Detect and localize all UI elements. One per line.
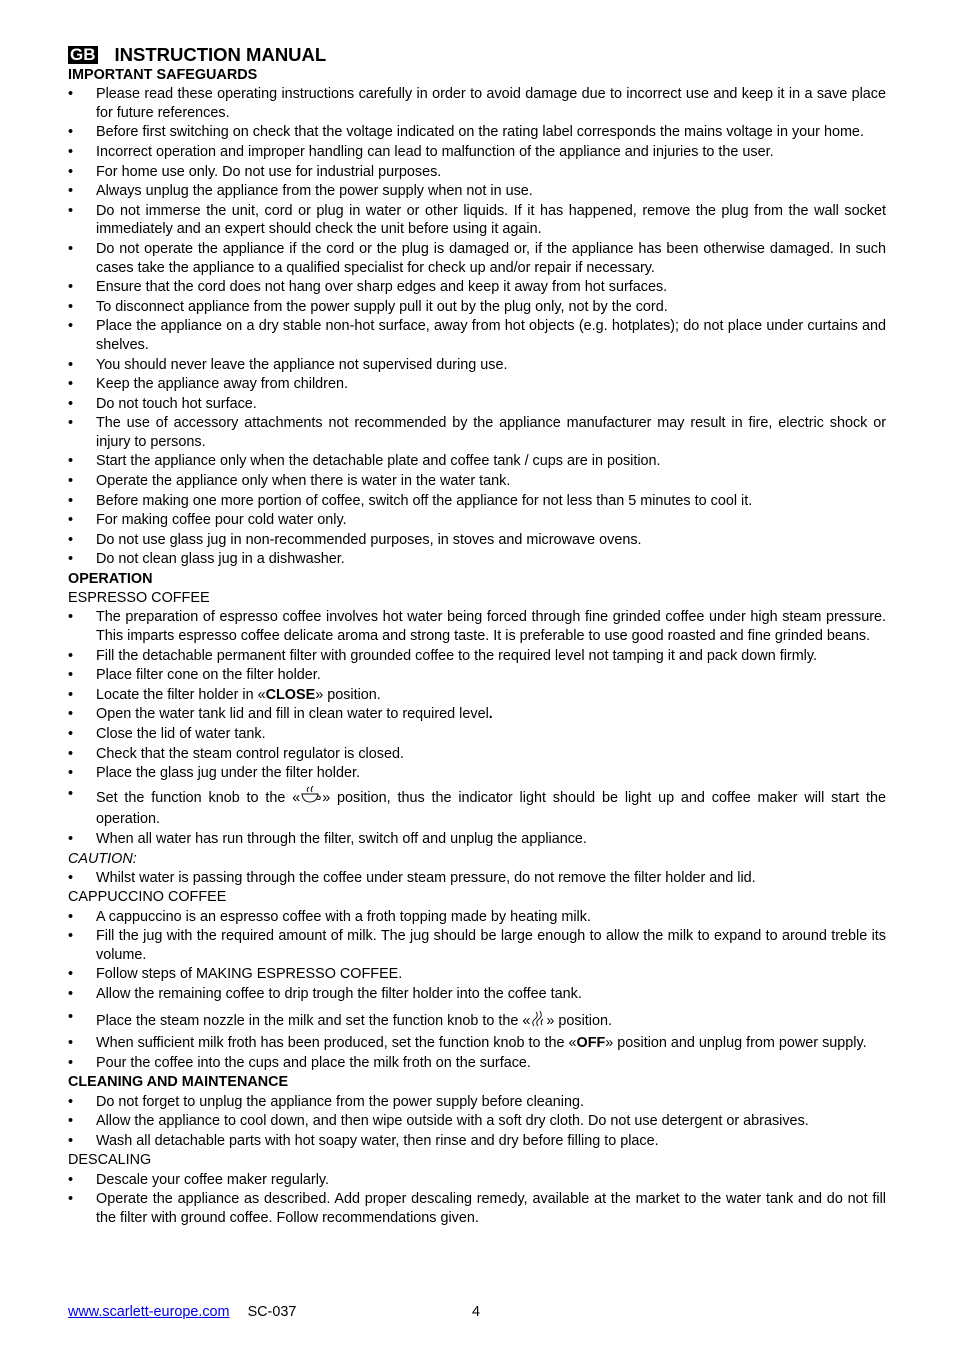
- list-item: • Place the appliance on a dry stable non-hot surface, away from hot objects (e.g. hotplates); do not place under curtains and shelves.: [68, 318, 886, 353]
- list-item: • Do not use glass jug in non-recommended purposes, in stoves and microwave ovens.: [68, 531, 642, 548]
- cup-icon: [300, 785, 322, 811]
- model-number: SC-037: [247, 1304, 297, 1320]
- language-badge: GB: [70, 45, 96, 64]
- list-item: • Fill the detachable permanent filter with grounded coffee to the required level not tamping it and pack down firmly.: [68, 647, 818, 664]
- caution-label: CAUTION:: [68, 850, 137, 867]
- list-item: • Operate the appliance as described. Add proper descaling remedy, available at the market to the water tank and do not fill the filter with ground coffee. Follow recommendations given.: [68, 1191, 886, 1226]
- safeguards-list: [68, 85, 886, 569]
- cappuccino-heading: CAPPUCCINO COFFEE: [68, 889, 227, 906]
- cappuccino-list: [68, 908, 886, 1073]
- descaling-heading: DESCALING: [68, 1152, 152, 1169]
- list-item: • For making coffee pour cold water only.: [68, 512, 347, 529]
- list-item: • To disconnect appliance from the power supply pull it out by the plug only, not by the cord.: [68, 298, 668, 315]
- list-item: • Allow the appliance to cool down, and then wipe outside with a soft dry cloth. Do not use detergent or abrasives.: [68, 1113, 809, 1130]
- list-item: • Place the glass jug under the filter holder.: [68, 765, 360, 782]
- page-footer: [68, 1304, 886, 1320]
- manual-page: [68, 44, 886, 1228]
- list-item: • Locate the filter holder in «CLOSE» position.: [68, 686, 381, 703]
- list-item: • When sufficient milk froth has been produced, set the function knob to the «OFF» position and unplug from power supply.: [68, 1035, 867, 1052]
- list-item: • Fill the jug with the required amount of milk. The jug should be large enough to allow the milk to expand to around treble its volume.: [68, 928, 886, 963]
- list-item: • Do not clean glass jug in a dishwasher.: [68, 551, 345, 568]
- operation-heading: OPERATION: [68, 571, 153, 588]
- list-item: • Place filter cone on the filter holder.: [68, 667, 321, 684]
- list-item: • A cappuccino is an espresso coffee with a froth topping made by heating milk.: [68, 908, 591, 925]
- espresso-list: [68, 608, 886, 848]
- title-row: [68, 44, 886, 66]
- list-item: • The preparation of espresso coffee involves hot water being forced through fine grinded coffee under high steam pressure. This imparts espresso coffee delicate aroma and strong taste. It is preferable to use good roasted and fine grinded beans.: [68, 609, 886, 645]
- website-link[interactable]: www.scarlett-europe.com: [68, 1304, 230, 1320]
- list-item: • For home use only. Do not use for industrial purposes.: [68, 163, 442, 180]
- list-item: • Set the function knob to the « » position, thus the indicator light should be light up and coffee maker will start the operation.: [68, 785, 886, 828]
- descaling-list: [68, 1171, 886, 1228]
- list-item: • Start the appliance only when the detachable plate and coffee tank / cups are in position.: [68, 453, 661, 470]
- list-item: • Open the water tank lid and fill in clean water to required level.: [68, 706, 493, 723]
- list-item: • Do not operate the appliance if the cord or the plug is damaged or, if the appliance has been otherwise damaged. In such cases take the appliance to a qualified specialist for check up and/or repair if necessary.: [68, 240, 886, 276]
- caution-list: [68, 869, 886, 888]
- cleaning-list: [68, 1093, 886, 1151]
- page-number: 4: [472, 1304, 481, 1320]
- list-item: • Place the steam nozzle in the milk and set the function knob to the « » position.: [68, 1008, 886, 1034]
- list-item: • Keep the appliance away from children.: [68, 376, 348, 393]
- list-item: • Do not touch hot surface.: [68, 395, 257, 412]
- safeguards-heading: IMPORTANT SAFEGUARDS: [68, 67, 258, 83]
- list-item: • Do not forget to unplug the appliance from the power supply before cleaning.: [68, 1093, 584, 1110]
- list-item: • Close the lid of water tank.: [68, 726, 266, 743]
- list-item: • Follow steps of MAKING ESPRESSO COFFEE.: [68, 966, 403, 983]
- list-item: • You should never leave the appliance not supervised during use.: [68, 356, 508, 373]
- list-item: • Wash all detachable parts with hot soapy water, then rinse and dry before filling to place.: [68, 1132, 659, 1149]
- list-item: • Do not immerse the unit, cord or plug in water or other liquids. If it has happened, remove the plug from the wall socket immediately and an expert should check the unit before using it again.: [68, 202, 886, 238]
- cleaning-heading: CLEANING AND MAINTENANCE: [68, 1074, 289, 1091]
- list-item: • Please read these operating instructions carefully in order to avoid damage due to incorrect use and keep it in a save place for future references.: [68, 86, 886, 121]
- list-item: • Descale your coffee maker regularly.: [68, 1171, 330, 1188]
- list-item: • Before first switching on check that the voltage indicated on the rating label corresponds the mains voltage in your home.: [68, 124, 864, 141]
- list-item: • Pour the coffee into the cups and place the milk froth on the surface.: [68, 1054, 531, 1071]
- steam-icon: [530, 1008, 546, 1034]
- list-item: • Before making one more portion of coffee, switch off the appliance for not less than 5 minutes to cool it.: [68, 492, 753, 509]
- page-title: INSTRUCTION MANUAL: [114, 44, 327, 65]
- list-item: • Allow the remaining coffee to drip trough the filter holder into the coffee tank.: [68, 985, 582, 1002]
- list-item: • When all water has run through the filter, switch off and unplug the appliance.: [68, 830, 587, 847]
- espresso-heading: ESPRESSO COFFEE: [68, 590, 210, 607]
- list-item: • Operate the appliance only when there is water in the water tank.: [68, 473, 511, 490]
- list-item: • Check that the steam control regulator is closed.: [68, 745, 404, 762]
- list-item: • Whilst water is passing through the coffee under steam pressure, do not remove the filter holder and lid.: [68, 869, 756, 886]
- list-item: • Always unplug the appliance from the power supply when not in use.: [68, 183, 533, 200]
- list-item: • Ensure that the cord does not hang over sharp edges and keep it away from hot surfaces.: [68, 279, 668, 296]
- list-item: • Incorrect operation and improper handling can lead to malfunction of the appliance and injuries to the user.: [68, 143, 774, 160]
- list-item: • The use of accessory attachments not recommended by the appliance manufacturer may result in fire, electric shock or injury to persons.: [68, 415, 886, 450]
